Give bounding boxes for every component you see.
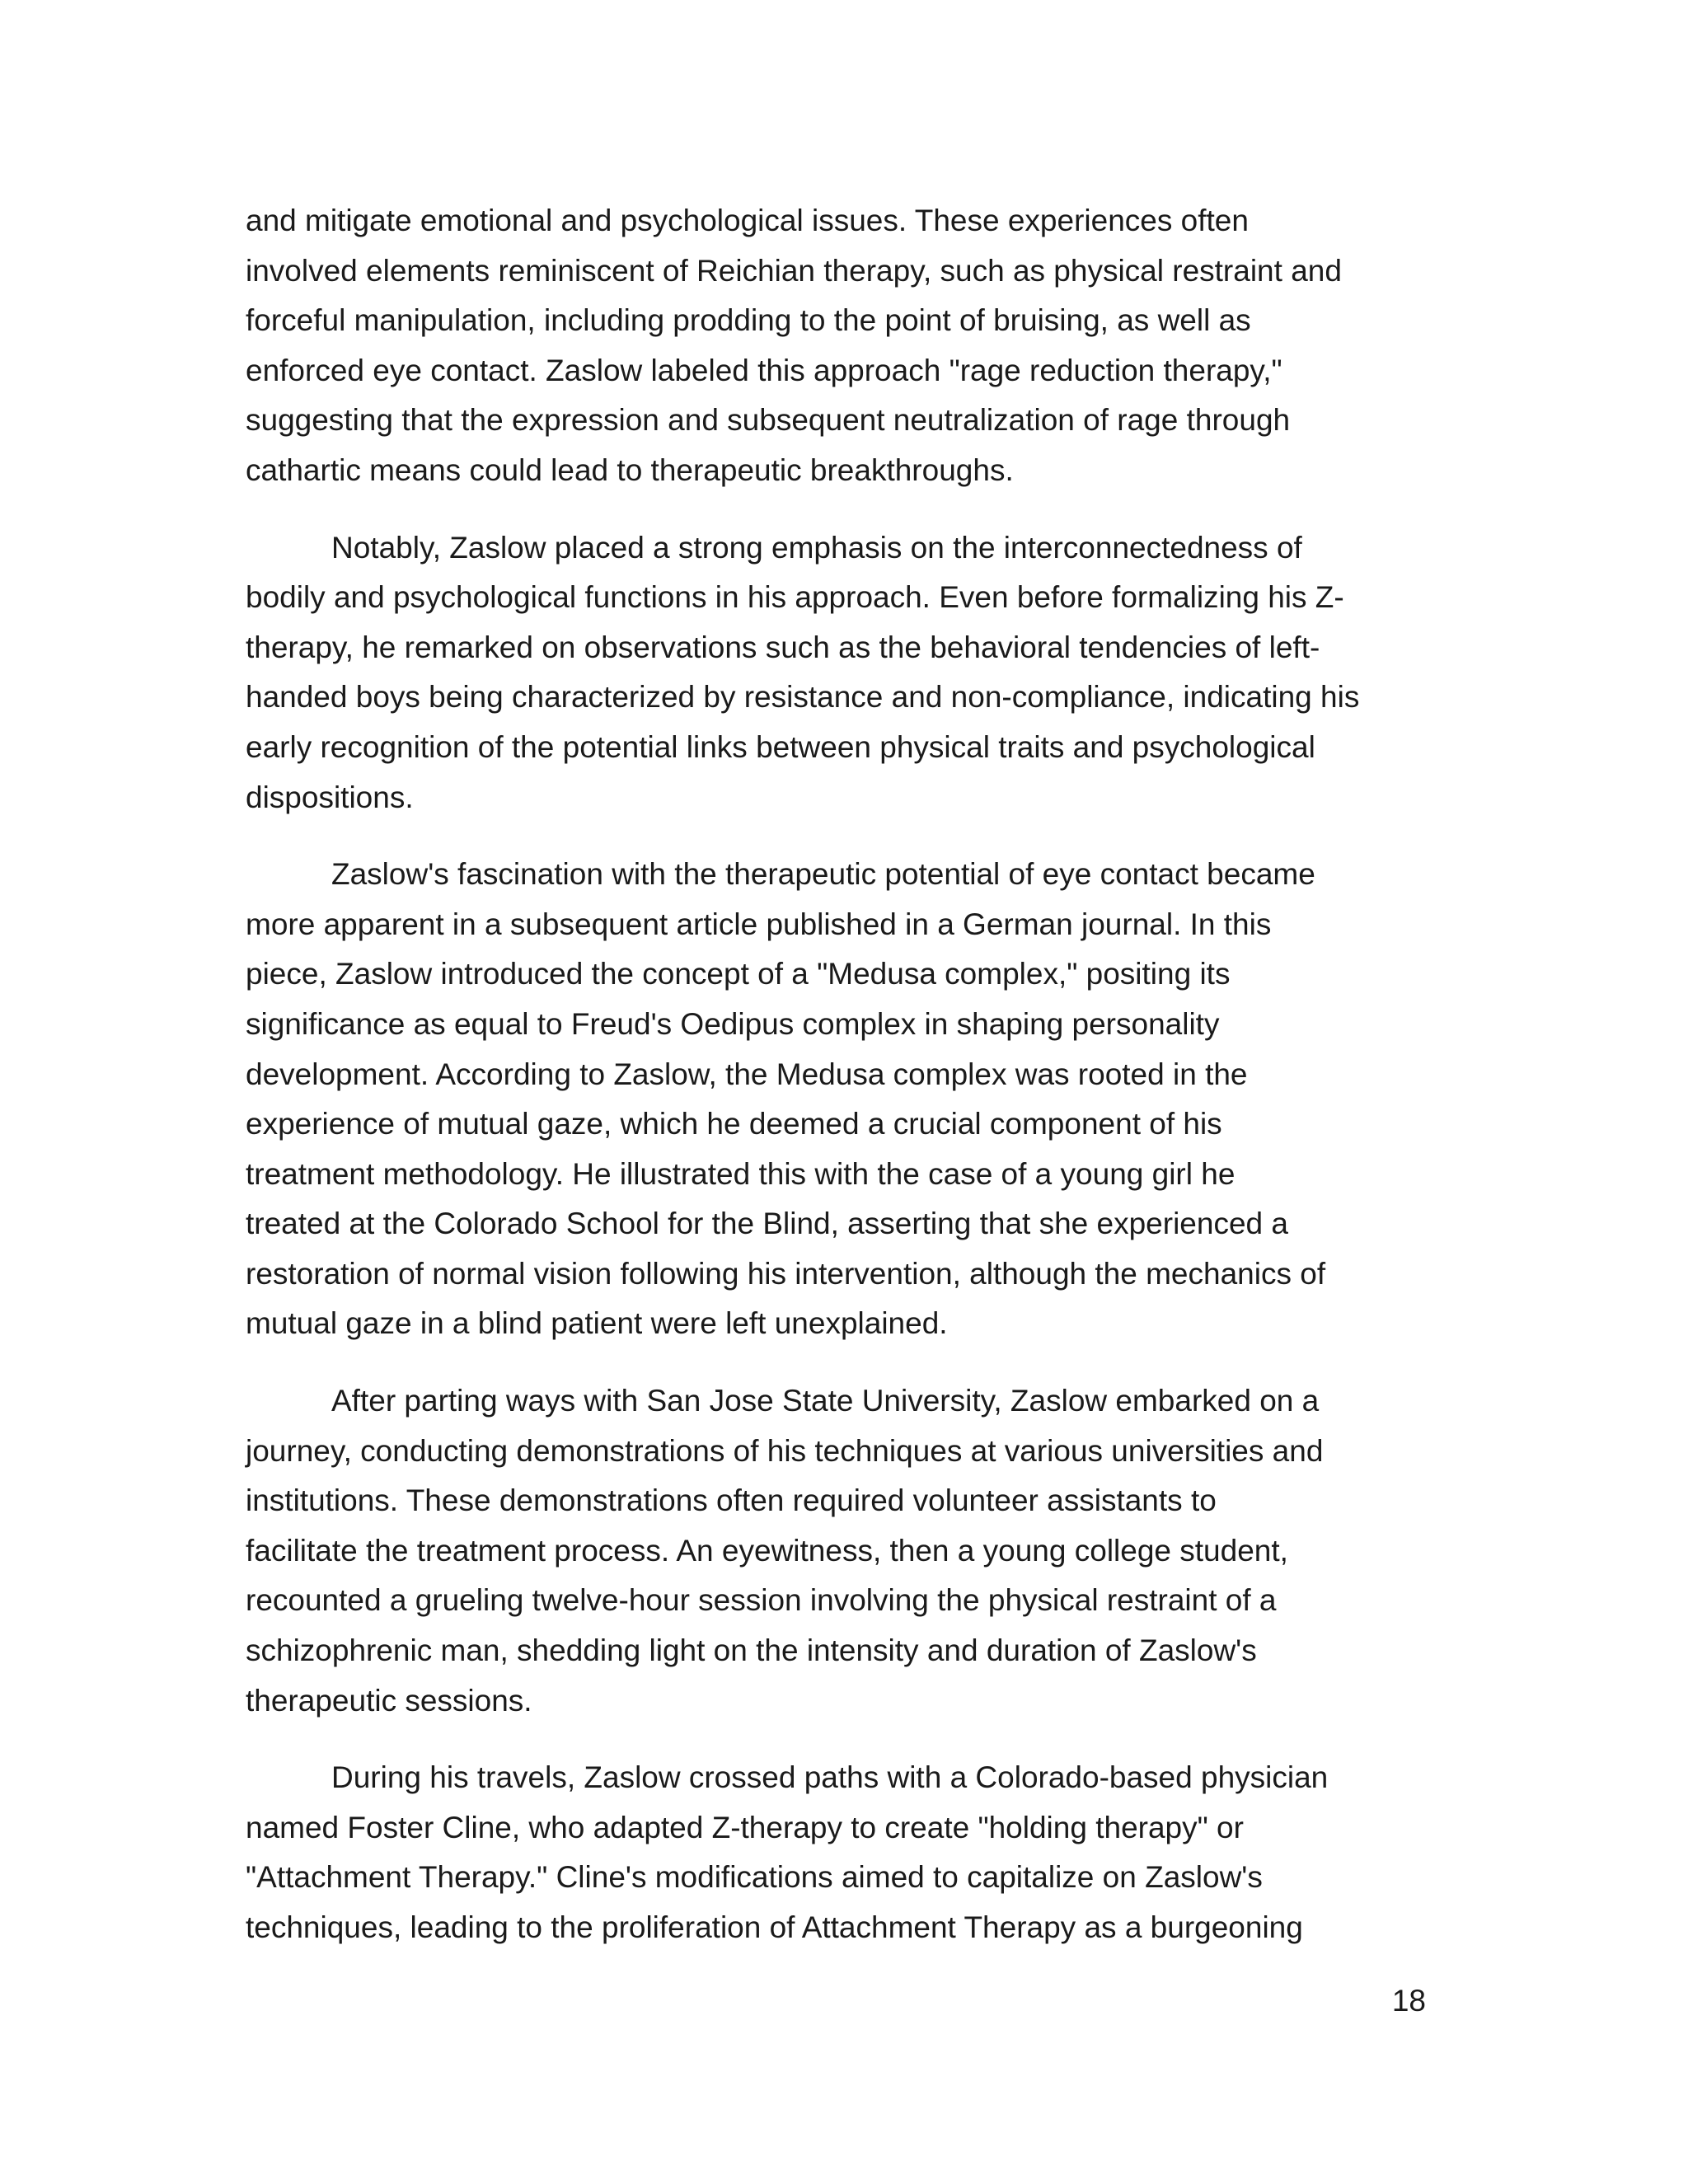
text-line: institutions. These demonstrations often required volunteer assistants to: [246, 1483, 1217, 1518]
body-text: [246, 196, 1432, 1980]
text-line: cathartic means could lead to therapeutic breakthroughs.: [246, 452, 1014, 487]
text-line: piece, Zaslow introduced the concept of a "Medusa complex," positing its: [246, 957, 1231, 991]
text-line: therapeutic sessions.: [246, 1683, 532, 1718]
text-line: enforced eye contact. Zaslow labeled this approach "rage reduction therapy,": [246, 353, 1282, 387]
text-line: development. According to Zaslow, the Medusa complex was rooted in the: [246, 1057, 1248, 1091]
text-line: schizophrenic man, shedding light on the intensity and duration of Zaslow's: [246, 1633, 1257, 1668]
text-line: significance as equal to Freud's Oedipus complex in shaping personality: [246, 1006, 1220, 1041]
text-line: forceful manipulation, including prodding to the point of bruising, as well as: [246, 303, 1251, 338]
text-line: treated at the Colorado School for the Blind, asserting that she experienced a: [246, 1207, 1288, 1241]
text-line: mutual gaze in a blind patient were left unexplained.: [246, 1306, 948, 1341]
paragraph: [246, 196, 1432, 496]
text-line: early recognition of the potential links between physical traits and psychological: [246, 729, 1315, 764]
text-line: Notably, Zaslow placed a strong emphasis on the interconnectedness of: [331, 530, 1302, 565]
page-number: 18: [1391, 1984, 1426, 2018]
text-line: experience of mutual gaze, which he deemed a crucial component of his: [246, 1107, 1222, 1141]
paragraph: [246, 1753, 1432, 1952]
text-line: Zaslow's fascination with the therapeutic potential of eye contact became: [331, 857, 1315, 892]
text-line: and mitigate emotional and psychological issues. These experiences often: [246, 204, 1249, 237]
text-line: restoration of normal vision following his intervention, although the mechanics of: [246, 1256, 1326, 1291]
text-line: handed boys being characterized by resistance and non-compliance, indicating his: [246, 680, 1360, 715]
text-line: After parting ways with San Jose State University, Zaslow embarked on a: [331, 1384, 1320, 1418]
paragraph: [246, 1376, 1432, 1726]
text-line: suggesting that the expression and subsequent neutralization of rage through: [246, 403, 1291, 438]
text-line: involved elements reminiscent of Reichian therapy, such as physical restraint and: [246, 253, 1342, 288]
paragraph: [246, 850, 1432, 1349]
text-line: treatment methodology. He illustrated this with the case of a young girl he: [246, 1156, 1236, 1191]
text-line: named Foster Cline, who adapted Z-therapy to create "holding therapy" or: [246, 1810, 1244, 1844]
text-line: therapy, he remarked on observations such as the behavioral tendencies of left-: [246, 630, 1320, 664]
text-line: "Attachment Therapy." Cline's modifications aimed to capitalize on Zaslow's: [246, 1860, 1263, 1895]
text-line: recounted a grueling twelve-hour session involving the physical restraint of a: [246, 1583, 1277, 1618]
text-line: more apparent in a subsequent article published in a German journal. In this: [246, 907, 1272, 941]
text-line: dispositions.: [246, 780, 414, 814]
text-line: facilitate the treatment process. An eyewitness, then a young college student,: [246, 1533, 1288, 1568]
text-line: During his travels, Zaslow crossed paths with a Colorado-based physician: [331, 1760, 1329, 1795]
text-line: techniques, leading to the proliferation of Attachment Therapy as a burgeoning: [246, 1910, 1303, 1944]
text-line: journey, conducting demonstrations of his techniques at various universities and: [246, 1433, 1324, 1468]
text-line: bodily and psychological functions in his approach. Even before formalizing his Z-: [246, 580, 1344, 615]
paragraph: [246, 523, 1432, 823]
